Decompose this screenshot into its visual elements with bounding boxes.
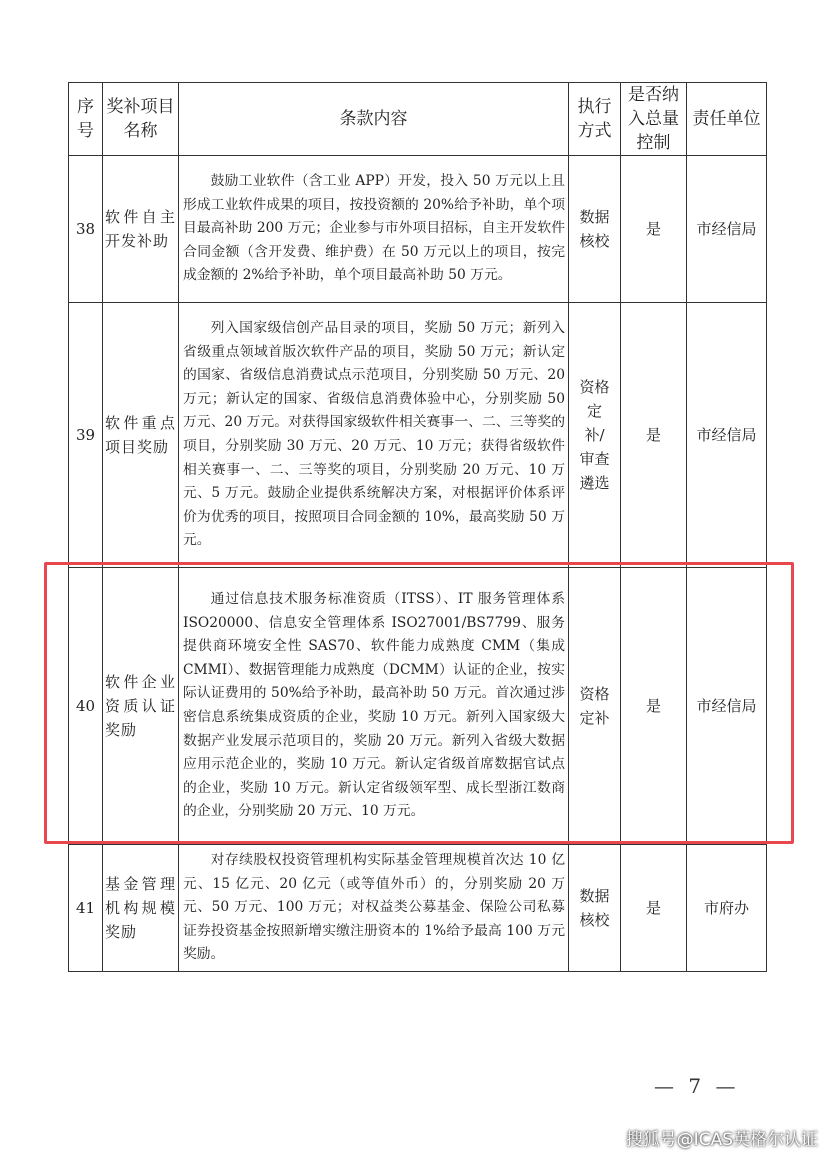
table-row [69, 845, 767, 972]
page-number: — 7 — [654, 1074, 740, 1098]
table-row [69, 568, 767, 845]
row-method: 数据核校 [569, 156, 621, 303]
header-content: 条款内容 [179, 83, 569, 156]
row-method: 资格定补 [569, 568, 621, 845]
row-unit: 市经信局 [687, 303, 767, 568]
row-seq: 41 [69, 845, 103, 972]
row-name: 软件企业资质认证奖励 [103, 568, 179, 845]
row-seq: 40 [69, 568, 103, 845]
row-content: 对存续股权投资管理机构实际基金管理规模首次达 10 亿元、15 亿元、20 亿元（或等值外币）的，分别奖励 20 万元、50 万元、100 万元；对权益类公募基金、保险公司私募证券投资基金按照新增实缴注册资本的 1%给予最高 100 万元奖励。 [179, 845, 569, 972]
watermark-text: 搜狐号@ICAS英格尔认证 [625, 1130, 818, 1150]
row-content: 列入国家级信创产品目录的项目，奖励 50 万元；新列入省级重点领域首版次软件产品的项目，奖励 50 万元；新认定的国家、省级信息消费试点示范项目，分别奖励 50 万元、20 万元；新认定的国家、省级信息消费体验中心，分别奖励 50 万元、20 万元。对获得国家级软件相关赛事一、二、三等奖的项目，分别奖励 30 万元、20 万元、10 万元；获得省级软件相关赛事一、二、三等奖的项目，分别奖励 20 万元、10 万元、5 万元。鼓励企业提供系统解决方案，对根据评价体系评价为优秀的项目，按照项目合同金额的 10%，最高奖励 50 万元。 [179, 303, 569, 568]
policy-table-page [68, 82, 766, 972]
header-name: 奖补项目名称 [103, 83, 179, 156]
row-quota: 是 [621, 568, 687, 845]
row-seq: 38 [69, 156, 103, 303]
table-row [69, 303, 767, 568]
row-method: 数据核校 [569, 845, 621, 972]
row-method: 资格定补/审查遴选 [569, 303, 621, 568]
row-quota: 是 [621, 845, 687, 972]
row-name: 软件重点项目奖励 [103, 303, 179, 568]
row-quota: 是 [621, 303, 687, 568]
header-method: 执行方式 [569, 83, 621, 156]
row-content: 通过信息技术服务标准资质（ITSS）、IT 服务管理体系 ISO20000、信息安全管理体系 ISO27001/BS7799、服务提供商环境安全性 SAS70、软件能力成熟度 CMM（集成 CMMI）、数据管理能力成熟度（DCMM）认证的企业，按实际认证费用的 50%给予补助，最高补助 50 万元。首次通过涉密信息系统集成资质的企业，奖励 10 万元。新列入国家级大数据产业发展示范项目的，奖励 20 万元。新列入省级大数据应用示范企业的，奖励 10 万元。新认定省级首席数据官试点的企业，奖励 10 万元。新认定省级领军型、成长型浙江数商的企业，分别奖励 20 万元、10 万元。 [179, 568, 569, 845]
policy-table [68, 82, 767, 972]
row-quota: 是 [621, 156, 687, 303]
row-unit: 市经信局 [687, 568, 767, 845]
row-name: 基金管理机构规模奖励 [103, 845, 179, 972]
header-seq: 序号 [69, 83, 103, 156]
row-unit: 市经信局 [687, 156, 767, 303]
table-row [69, 156, 767, 303]
row-unit: 市府办 [687, 845, 767, 972]
header-unit: 责任单位 [687, 83, 767, 156]
header-quota: 是否纳入总量控制 [621, 83, 687, 156]
row-name: 软件自主开发补助 [103, 156, 179, 303]
row-seq: 39 [69, 303, 103, 568]
row-content: 鼓励工业软件（含工业 APP）开发，投入 50 万元以上且形成工业软件成果的项目，按投资额的 20%给予补助，单个项目最高补助 200 万元；企业参与市外项目招标，自主开发软件合同金额（含开发费、维护费）在 50 万元以上的项目，按完成金额的 2%给予补助，单个项目最高补助 50 万元。 [179, 156, 569, 303]
table-header-row [69, 83, 767, 156]
